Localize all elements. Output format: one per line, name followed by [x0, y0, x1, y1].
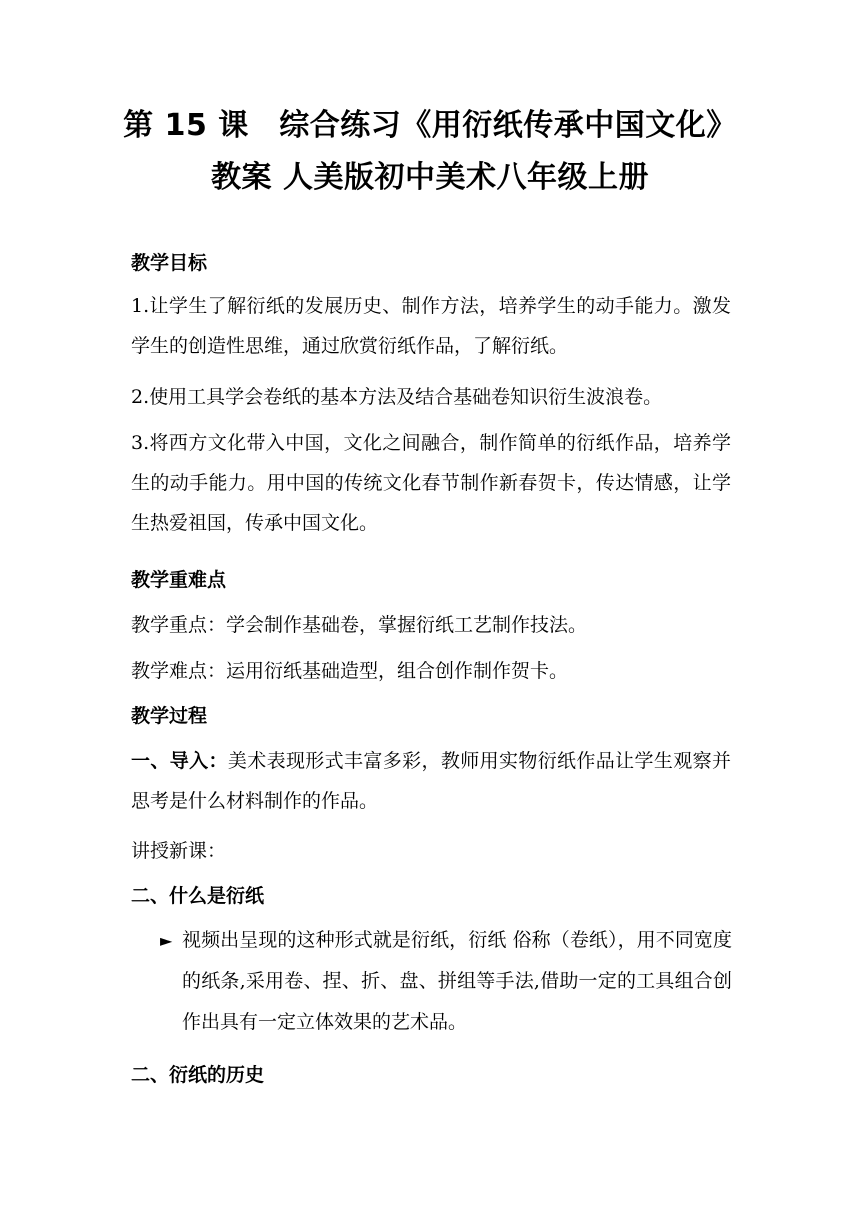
key-difficulty-text: 教学难点：运用衍纸基础造型，组合创作制作贺卡。: [131, 660, 569, 682]
objective-item-3: 3.将西方文化带入中国，文化之间融合，制作简单的衍纸作品，培养学生的动手能力。用中国的传统文化春节制作新春贺卡，传达情感，让学生热爱祖国，传承中国文化。: [131, 432, 731, 534]
triangle-bullet-icon: ►: [160, 931, 173, 950]
document-title: 第 15 课 综合练习《用衍纸传承中国文化》教案 人美版初中美术八年级上册: [123, 108, 737, 195]
new-lesson-label: 讲授新课：: [131, 840, 227, 862]
what-is-quilling-bullet: [160, 920, 732, 1043]
intro-text: 美术表现形式丰富多彩，教师用实物衍纸作品让学生观察并思考是什么材料制作的作品。: [131, 750, 731, 812]
what-is-quilling-text: 视频出呈现的这种形式就是衍纸，衍纸 俗称（卷纸），用不同宽度的纸条,采用卷、捏、折、盘、拼组等手法,借助一定的工具组合创作出具有一定立体效果的艺术品。: [182, 929, 732, 1033]
objective-item-1: 1.让学生了解衍纸的发展历史、制作方法，培养学生的动手能力。激发学生的创造性思维，通过欣赏衍纸作品，了解衍纸。: [131, 295, 731, 357]
objective-item-2: 2.使用工具学会卷纸的基本方法及结合基础卷知识衍生波浪卷。: [131, 386, 663, 408]
what-is-quilling-heading: 二、什么是衍纸: [131, 885, 265, 907]
objectives-heading: 教学目标: [131, 252, 208, 274]
key-points-heading: 教学重难点: [131, 569, 227, 591]
history-heading: 二、衍纸的历史: [131, 1064, 265, 1086]
process-heading: 教学过程: [131, 705, 208, 727]
intro-paragraph: [131, 741, 731, 821]
intro-label: 一、导入：: [131, 750, 228, 772]
key-focus-text: 教学重点：学会制作基础卷，掌握衍纸工艺制作技法。: [131, 614, 588, 636]
